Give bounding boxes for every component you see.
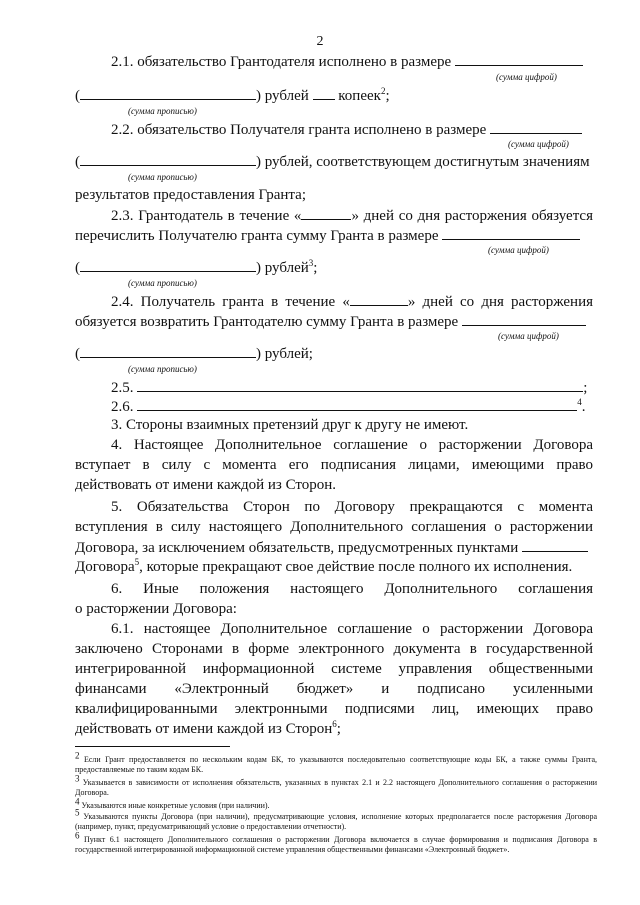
- amount-words-blank: [80, 258, 256, 272]
- caption-amount-words: (сумма прописью): [128, 364, 197, 374]
- amount-words-blank: [80, 152, 256, 166]
- caption-amount-words: (сумма прописью): [128, 172, 197, 182]
- page-number: 2: [316, 34, 324, 49]
- clause-6-1-line-3: интегрированной информационной системе управления общественными: [75, 661, 593, 677]
- clause-6-1-line-5: квалифицированными электронными подписями лиц, имеющих право: [75, 701, 593, 717]
- amount-words-line-4: ( ) рублей;: [75, 346, 313, 362]
- clause-4-line-3: действовать от имени каждой из Сторон.: [75, 477, 337, 493]
- clause-5-line-3: Договора, за исключением обязательств, предусмотренных пунктами: [75, 538, 593, 557]
- footnote-3: $^3$ Указывается в зависимости от исполнения обязательств, указанных в пунктах 2.1 и 2.2 настоящего Дополнительного соглашения о расторжении Договора.: [75, 773, 597, 797]
- caption-amount-words: (сумма прописью): [128, 278, 197, 288]
- clause-5-line-4: Договора$^5$, которые прекращают свое действие после полного их исполнения.: [75, 557, 573, 575]
- amount-digits-blank: [455, 52, 583, 66]
- clause-4: 4. Настоящее Дополнительное соглашение о расторжении Договора: [111, 437, 593, 453]
- footnote-separator: [75, 746, 230, 747]
- caption-amount-digits: (сумма цифрой): [488, 245, 549, 255]
- caption-amount-digits: (сумма цифрой): [508, 139, 569, 149]
- clause-6-1: 6.1. настоящее Дополнительное соглашение о расторжении Договора: [111, 621, 593, 637]
- amount-words-line-2: ( ) рублей, соответствующем достигнутым значениям: [75, 154, 590, 170]
- clause-6-1-line-2: заключено Сторонами в форме электронного документа в государственной: [75, 641, 593, 657]
- clause-5: 5. Обязательства Сторон по Договору прекращаются с момента: [111, 499, 593, 515]
- condition-blank: [137, 378, 583, 392]
- days-blank: [350, 292, 408, 306]
- footnote-6: $^6$ Пункт 6.1 настоящего Дополнительного соглашения о расторжении Договора включается в случае формирования и подписания Договора в государственной интегрированной информационной системе управления общественными финансами «Электронный бюджет».: [75, 830, 597, 854]
- amount-digits-blank: [490, 120, 582, 134]
- amount-words-line-1: ( ) рублей копеек$^2$;: [75, 86, 390, 104]
- clause-3: 3. Стороны взаимных претензий друг к другу не имеют.: [111, 417, 469, 433]
- clause-6: 6. Иные положения настоящего Дополнительного соглашения: [111, 581, 593, 597]
- clause-2-1: [75, 52, 593, 71]
- clause-6-1-line-6: действовать от имени каждой из Сторон$^6$;: [75, 719, 341, 737]
- footnote-4: $^4$ Указываются иные конкретные условия (при наличии).: [75, 796, 270, 810]
- clause-2-2-continued: результатов предоставления Гранта;: [75, 187, 306, 203]
- amount-words-blank: [80, 86, 256, 100]
- clause-2-4-line-2: обязуется возвратить Грантодателю сумму Гранта в размере: [75, 312, 593, 331]
- kopecks-blank: [313, 86, 335, 100]
- clause-5-line-2: вступления в силу настоящего Дополнительного соглашения о расторжении: [75, 519, 593, 535]
- clause-2-4: 2.4. Получатель гранта в течение « » дней со дня расторжения: [111, 294, 593, 310]
- caption-amount-words: (сумма прописью): [128, 106, 197, 116]
- clause-2-6: 2.6. $^4$.: [111, 397, 586, 415]
- clause-2-2: 2.2. обязательство Получателя гранта исполнено в размере: [75, 120, 593, 139]
- caption-amount-digits: (сумма цифрой): [496, 72, 557, 82]
- days-blank: [301, 206, 351, 220]
- amount-digits-blank: [462, 312, 586, 326]
- clause-2-5: 2.5. ;: [111, 380, 588, 396]
- amount-digits-blank: [442, 226, 580, 240]
- condition-blank: [137, 397, 577, 411]
- clause-2-3-line-2: перечислить Получателю гранта сумму Гранта в размере: [75, 226, 593, 245]
- clause-4-line-2: вступает в силу с момента его подписания лицами, имеющими право: [75, 457, 593, 473]
- clause-6-1-line-4: финансами «Электронный бюджет» и подписано усиленными: [75, 681, 593, 697]
- clause-6-line-2: о расторжении Договора:: [75, 601, 237, 617]
- clauses-blank: [522, 538, 588, 552]
- clause-2-1-text: 2.1. обязательство Грантодателя исполнено в размере: [111, 54, 452, 70]
- clause-2-3: 2.3. Грантодатель в течение « » дней со дня расторжения обязуется: [111, 208, 593, 224]
- amount-words-blank: [80, 344, 256, 358]
- footnote-5: $^5$ Указываются пункты Договора (при наличии), предусматривающие условия, исполнение которых предполагается после расторжения Договора (например, пункт, предусматривающий условие о предоставлении отчетности).: [75, 807, 597, 831]
- footnote-2: $^2$ Если Грант предоставляется по нескольким кодам БК, то указываются последовательно соответствующие коды БК, а также суммы Гранта, предоставляемые по таким кодам БК.: [75, 750, 597, 774]
- amount-words-line-3: ( ) рублей$^3$;: [75, 258, 318, 276]
- caption-amount-digits: (сумма цифрой): [498, 331, 559, 341]
